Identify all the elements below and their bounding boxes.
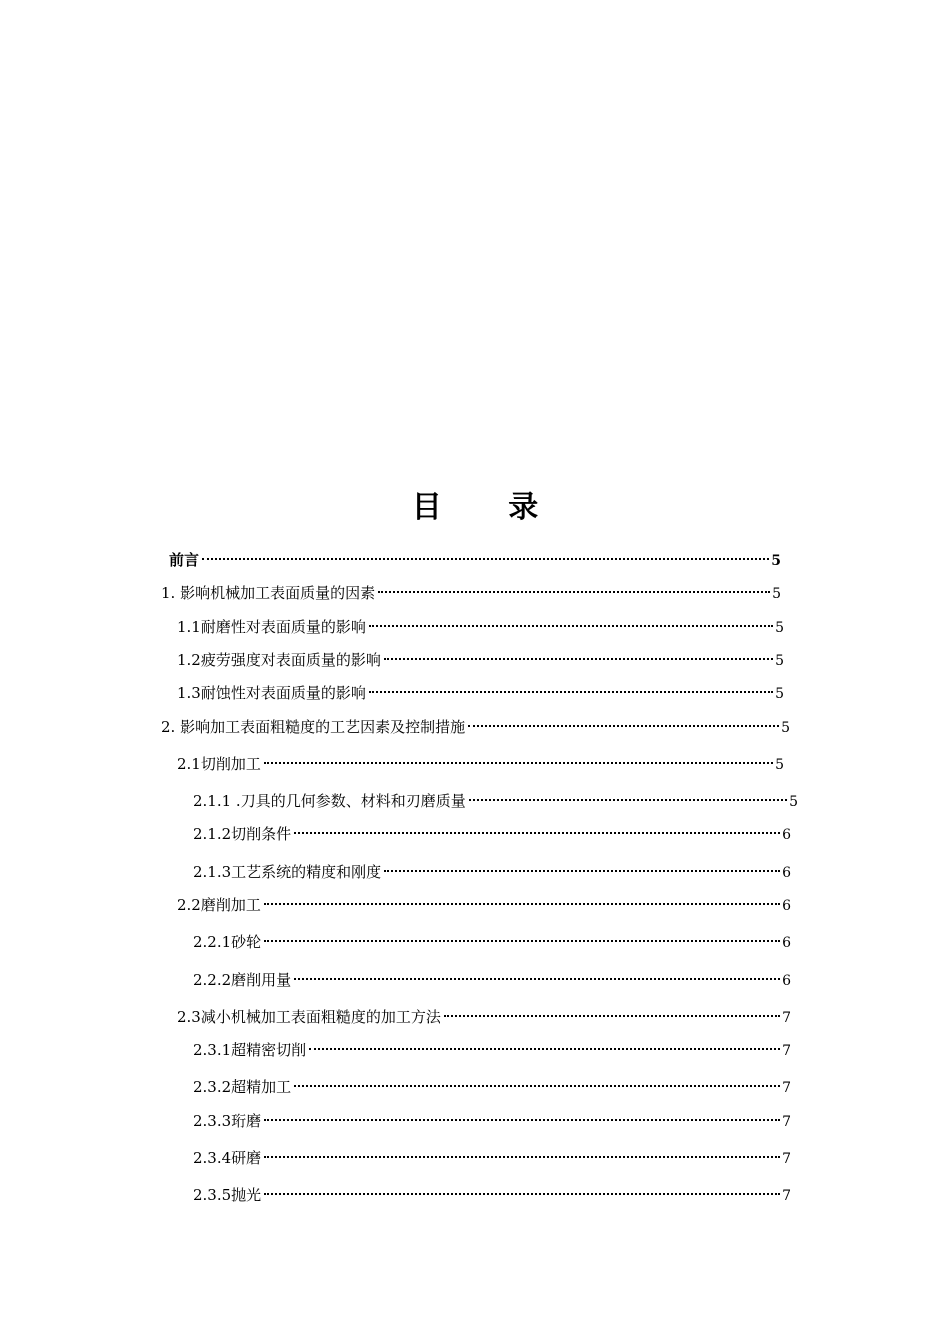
toc-entry-2-2[interactable] <box>177 895 791 915</box>
toc-entry-page: 6 <box>782 973 791 989</box>
toc-entry-2-1-3[interactable] <box>193 862 791 882</box>
dot-leader <box>468 725 779 727</box>
toc-entry-page: 5 <box>775 620 784 636</box>
toc-entry-label: 1.3耐蚀性对表面质量的影响 <box>177 684 366 702</box>
toc-entry-label: 2.2磨削加工 <box>177 896 261 914</box>
toc-entry-label: 2. 影响加工表面粗糙度的工艺因素及控制措施 <box>161 718 466 736</box>
toc-entry-page: 5 <box>789 794 798 810</box>
toc-entry-label: 2.3.4研磨 <box>193 1149 262 1167</box>
toc-entry-2-1[interactable] <box>177 754 784 774</box>
toc-entry-label: 2.1.1 .刀具的几何参数、材料和刃磨质量 <box>193 792 466 810</box>
toc-entry-page: 7 <box>782 1188 791 1204</box>
toc-entry-label: 2.1.2切削条件 <box>193 825 292 843</box>
dot-leader <box>444 1015 780 1017</box>
toc-entry-page: 5 <box>775 757 784 773</box>
dot-leader <box>264 903 780 905</box>
dot-leader <box>309 1048 780 1050</box>
toc-entry-label: 2.3减小机械加工表面粗糙度的加工方法 <box>177 1008 441 1026</box>
dot-leader <box>384 870 780 872</box>
dot-leader <box>264 1119 780 1121</box>
toc-entry-label: 2.1切削加工 <box>177 755 261 773</box>
toc-entry-2[interactable] <box>161 717 790 737</box>
toc-title: 目 录 <box>411 490 567 525</box>
toc-entry-label: 2.2.1砂轮 <box>193 933 262 951</box>
toc-entry-2-1-1[interactable] <box>193 791 798 811</box>
toc-entry-2-1-2[interactable] <box>193 824 791 844</box>
dot-leader <box>378 591 770 593</box>
toc-entry-2-3-3[interactable] <box>193 1111 791 1131</box>
toc-entry-label: 2.1.3工艺系统的精度和刚度 <box>193 863 382 881</box>
toc-entry-page: 5 <box>781 720 790 736</box>
toc-entry-page: 6 <box>782 898 791 914</box>
toc-entry-2-3-2[interactable] <box>193 1077 791 1097</box>
toc-entry-1-3[interactable] <box>177 683 784 703</box>
toc-entry-2-3-1[interactable] <box>193 1040 791 1060</box>
toc-entry-page: 6 <box>782 827 791 843</box>
toc-entry-2-3-4[interactable] <box>193 1148 791 1168</box>
toc-entry-page: 5 <box>775 686 784 702</box>
toc-entry-label: 2.2.2磨削用量 <box>193 971 292 989</box>
toc-entry-page: 5 <box>772 586 781 602</box>
dot-leader <box>369 625 773 627</box>
toc-entry-1-1[interactable] <box>177 617 784 637</box>
toc-entry-label: 1. 影响机械加工表面质量的因素 <box>161 584 376 602</box>
dot-leader <box>294 832 780 834</box>
toc-entry-1[interactable] <box>161 583 781 603</box>
toc-entry-1-2[interactable] <box>177 650 784 670</box>
toc-entry-2-3-5[interactable] <box>193 1185 791 1205</box>
toc-entry-label: 2.3.5抛光 <box>193 1186 262 1204</box>
dot-leader <box>469 799 787 801</box>
toc-entry-preface[interactable] <box>169 550 781 570</box>
dot-leader <box>369 691 773 693</box>
toc-entry-2-2-1[interactable] <box>193 932 791 952</box>
toc-entry-page: 7 <box>782 1080 791 1096</box>
toc-entry-label: 1.2疲劳强度对表面质量的影响 <box>177 651 381 669</box>
toc-entry-page: 6 <box>782 865 791 881</box>
toc-entry-label: 2.3.3珩磨 <box>193 1112 262 1130</box>
dot-leader <box>264 1156 780 1158</box>
toc-entry-page: 7 <box>782 1010 791 1026</box>
dot-leader <box>294 978 780 980</box>
toc-entry-2-2-2[interactable] <box>193 970 791 990</box>
dot-leader <box>264 762 773 764</box>
toc-entry-page: 5 <box>771 553 781 569</box>
dot-leader <box>264 1193 780 1195</box>
dot-leader <box>384 658 773 660</box>
toc-entry-page: 7 <box>782 1043 791 1059</box>
toc-entry-page: 6 <box>782 935 791 951</box>
dot-leader <box>294 1085 780 1087</box>
toc-entry-label: 2.3.2超精加工 <box>193 1078 292 1096</box>
dot-leader <box>202 558 769 560</box>
toc-entry-page: 7 <box>782 1114 791 1130</box>
toc-entry-label: 1.1耐磨性对表面质量的影响 <box>177 618 366 636</box>
toc-entry-label: 前言 <box>169 551 200 569</box>
toc-entry-page: 5 <box>775 653 784 669</box>
toc-entry-page: 7 <box>782 1151 791 1167</box>
toc-entry-2-3[interactable] <box>177 1007 791 1027</box>
dot-leader <box>264 940 780 942</box>
toc-entry-label: 2.3.1超精密切削 <box>193 1041 307 1059</box>
